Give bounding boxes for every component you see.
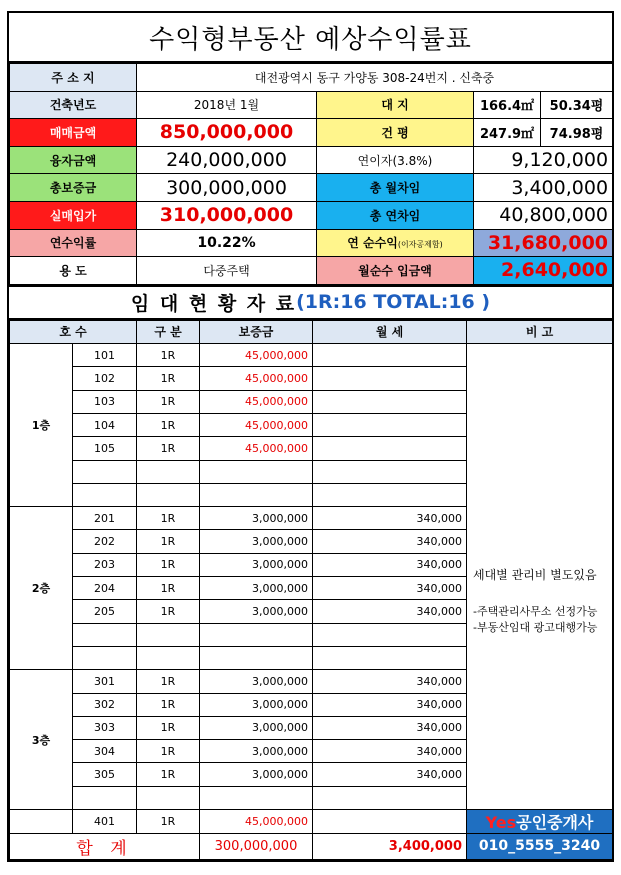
monthly-rent-cell: 340,000 xyxy=(313,530,467,553)
room-type: 1R xyxy=(137,693,200,716)
unit-number: 203 xyxy=(73,553,137,576)
deposit-cell xyxy=(200,460,313,483)
monthly-net-label: 월순수 입금액 xyxy=(317,257,474,285)
unit-number: 104 xyxy=(73,413,137,436)
room-type xyxy=(137,483,200,506)
land-pyeong-value: 50.34평 xyxy=(541,91,613,119)
monthly-rent-cell xyxy=(313,646,467,669)
deposit-cell: 3,000,000 xyxy=(200,740,313,763)
unit-number xyxy=(73,460,137,483)
room-type: 1R xyxy=(137,437,200,460)
unit-number xyxy=(73,646,137,669)
monthly-rent-cell xyxy=(313,437,467,460)
yield-sheet xyxy=(7,11,614,862)
monthly-rent-cell xyxy=(313,367,467,390)
room-type: 1R xyxy=(137,367,200,390)
rent-table xyxy=(9,320,613,860)
yield-value: 10.22% xyxy=(137,229,317,257)
unit-number: 201 xyxy=(73,507,137,530)
remark-line: 세대별 관리비 별도있음 xyxy=(473,568,597,583)
agency-phone: 010_5555_3240 xyxy=(467,833,613,859)
unit-number xyxy=(73,623,137,646)
header-deposit: 보증금 xyxy=(200,320,313,343)
net-income-label xyxy=(317,229,474,257)
deposit-total-value: 300,000,000 xyxy=(137,174,317,202)
monthly-rent-cell xyxy=(313,483,467,506)
deposit-cell: 45,000,000 xyxy=(200,413,313,436)
monthly-rent-value: 3,400,000 xyxy=(474,174,613,202)
room-type: 1R xyxy=(137,344,200,367)
deposit-cell: 3,000,000 xyxy=(200,530,313,553)
deposit-cell: 3,000,000 xyxy=(200,507,313,530)
unit-number: 301 xyxy=(73,670,137,693)
floor-label xyxy=(10,809,73,833)
unit-number: 401 xyxy=(73,809,137,833)
agency-name xyxy=(467,809,613,833)
rent-section-title xyxy=(9,285,612,320)
use-label: 용 도 xyxy=(10,257,137,285)
deposit-cell: 3,000,000 xyxy=(200,693,313,716)
room-type xyxy=(137,623,200,646)
room-type: 1R xyxy=(137,763,200,786)
unit-number: 303 xyxy=(73,716,137,739)
floor-area-pyeong-value: 74.98평 xyxy=(541,119,613,147)
price-value: 850,000,000 xyxy=(137,119,317,147)
agency-title: 공인중개사 xyxy=(516,812,594,832)
monthly-rent-cell xyxy=(313,623,467,646)
room-type: 1R xyxy=(137,413,200,436)
annual-rent-value: 40,800,000 xyxy=(474,201,613,229)
unit-number xyxy=(73,786,137,809)
monthly-rent-cell: 340,000 xyxy=(313,740,467,763)
address-label: 주 소 지 xyxy=(10,64,137,92)
monthly-rent-cell: 340,000 xyxy=(313,600,467,623)
price-label: 매매금액 xyxy=(10,119,137,147)
unit-number: 102 xyxy=(73,367,137,390)
rent-title-summary: (1R:16 TOTAL:16 ) xyxy=(296,291,491,314)
unit-number: 205 xyxy=(73,600,137,623)
room-type: 1R xyxy=(137,390,200,413)
room-type: 1R xyxy=(137,553,200,576)
deposit-cell: 3,000,000 xyxy=(200,600,313,623)
built-year-label: 건축년도 xyxy=(10,91,137,119)
total-label: 합 계 xyxy=(10,833,200,859)
monthly-rent-cell: 340,000 xyxy=(313,577,467,600)
monthly-rent-cell xyxy=(313,786,467,809)
address-value: 대전광역시 동구 가양동 308-24번지 . 신축중 xyxy=(137,64,613,92)
deposit-cell xyxy=(200,483,313,506)
net-income-note: (이자공제함) xyxy=(397,240,443,250)
monthly-rent-cell xyxy=(313,413,467,436)
monthly-rent-cell xyxy=(313,460,467,483)
property-info-table xyxy=(9,63,613,285)
unit-number: 305 xyxy=(73,763,137,786)
room-type: 1R xyxy=(137,809,200,833)
deposit-cell: 45,000,000 xyxy=(200,344,313,367)
deposit-cell xyxy=(200,786,313,809)
deposit-cell: 3,000,000 xyxy=(200,577,313,600)
deposit-cell xyxy=(200,623,313,646)
sheet-title: 수익형부동산 예상수익률표 xyxy=(9,13,612,63)
unit-number: 101 xyxy=(73,344,137,367)
actual-price-value: 310,000,000 xyxy=(137,201,317,229)
unit-number: 105 xyxy=(73,437,137,460)
monthly-rent-cell xyxy=(313,344,467,367)
monthly-rent-cell: 340,000 xyxy=(313,507,467,530)
monthly-rent-label: 총 월차임 xyxy=(317,174,474,202)
remark-line: -주택관리사무소 선정가능 xyxy=(473,605,598,619)
header-type: 구 분 xyxy=(137,320,200,343)
annual-rent-label: 총 연차임 xyxy=(317,201,474,229)
unit-number: 202 xyxy=(73,530,137,553)
unit-number xyxy=(73,483,137,506)
room-type: 1R xyxy=(137,670,200,693)
room-type: 1R xyxy=(137,740,200,763)
floor-label: 1층 xyxy=(10,344,73,507)
header-unit: 호 수 xyxy=(10,320,137,343)
monthly-rent-cell: 340,000 xyxy=(313,763,467,786)
deposit-cell: 45,000,000 xyxy=(200,809,313,833)
room-type: 1R xyxy=(137,716,200,739)
actual-price-label: 실매입가 xyxy=(10,201,137,229)
room-type: 1R xyxy=(137,507,200,530)
total-deposit: 300,000,000 xyxy=(200,833,313,859)
loan-value: 240,000,000 xyxy=(137,146,317,174)
land-m2-value: 166.4㎡ xyxy=(474,91,541,119)
deposit-cell: 45,000,000 xyxy=(200,367,313,390)
loan-label: 융자금액 xyxy=(10,146,137,174)
unit-number: 304 xyxy=(73,740,137,763)
remark-line: -부동산임대 광고대행가능 xyxy=(473,621,598,635)
room-type xyxy=(137,646,200,669)
deposit-cell: 45,000,000 xyxy=(200,437,313,460)
monthly-rent-cell xyxy=(313,809,467,833)
room-type xyxy=(137,460,200,483)
room-type: 1R xyxy=(137,600,200,623)
monthly-net-value: 2,640,000 xyxy=(474,257,613,285)
unit-number: 103 xyxy=(73,390,137,413)
rent-title-text: 임 대 현 황 자 료 xyxy=(130,292,297,315)
total-monthly: 3,400,000 xyxy=(313,833,467,859)
room-type: 1R xyxy=(137,530,200,553)
interest-label: 연이자(3.8%) xyxy=(317,146,474,174)
monthly-rent-cell: 340,000 xyxy=(313,553,467,576)
unit-number: 204 xyxy=(73,577,137,600)
interest-value: 9,120,000 xyxy=(474,146,613,174)
header-monthly: 월 세 xyxy=(313,320,467,343)
use-value: 다중주택 xyxy=(137,257,317,285)
net-income-label-text: 연 순수익 xyxy=(347,236,398,251)
table-row xyxy=(10,809,613,833)
deposit-cell: 45,000,000 xyxy=(200,390,313,413)
deposit-cell: 3,000,000 xyxy=(200,553,313,576)
deposit-cell: 3,000,000 xyxy=(200,763,313,786)
built-year-value: 2018년 1월 xyxy=(137,91,317,119)
deposit-total-label: 총보증금 xyxy=(10,174,137,202)
floor-label: 2층 xyxy=(10,507,73,670)
deposit-cell xyxy=(200,646,313,669)
yield-label: 연수익률 xyxy=(10,229,137,257)
room-type xyxy=(137,786,200,809)
table-row xyxy=(10,344,613,367)
room-type: 1R xyxy=(137,577,200,600)
total-row xyxy=(10,833,613,859)
unit-number: 302 xyxy=(73,693,137,716)
remarks-cell xyxy=(467,344,613,810)
floor-area-label: 건 평 xyxy=(317,119,474,147)
deposit-cell: 3,000,000 xyxy=(200,670,313,693)
net-income-value: 31,680,000 xyxy=(474,229,613,257)
monthly-rent-cell: 340,000 xyxy=(313,716,467,739)
land-label: 대 지 xyxy=(317,91,474,119)
floor-area-m2-value: 247.9㎡ xyxy=(474,119,541,147)
header-note: 비 고 xyxy=(467,320,613,343)
monthly-rent-cell xyxy=(313,390,467,413)
deposit-cell: 3,000,000 xyxy=(200,716,313,739)
agency-brand: Yes xyxy=(485,812,517,832)
monthly-rent-cell: 340,000 xyxy=(313,693,467,716)
floor-label: 3층 xyxy=(10,670,73,810)
monthly-rent-cell: 340,000 xyxy=(313,670,467,693)
